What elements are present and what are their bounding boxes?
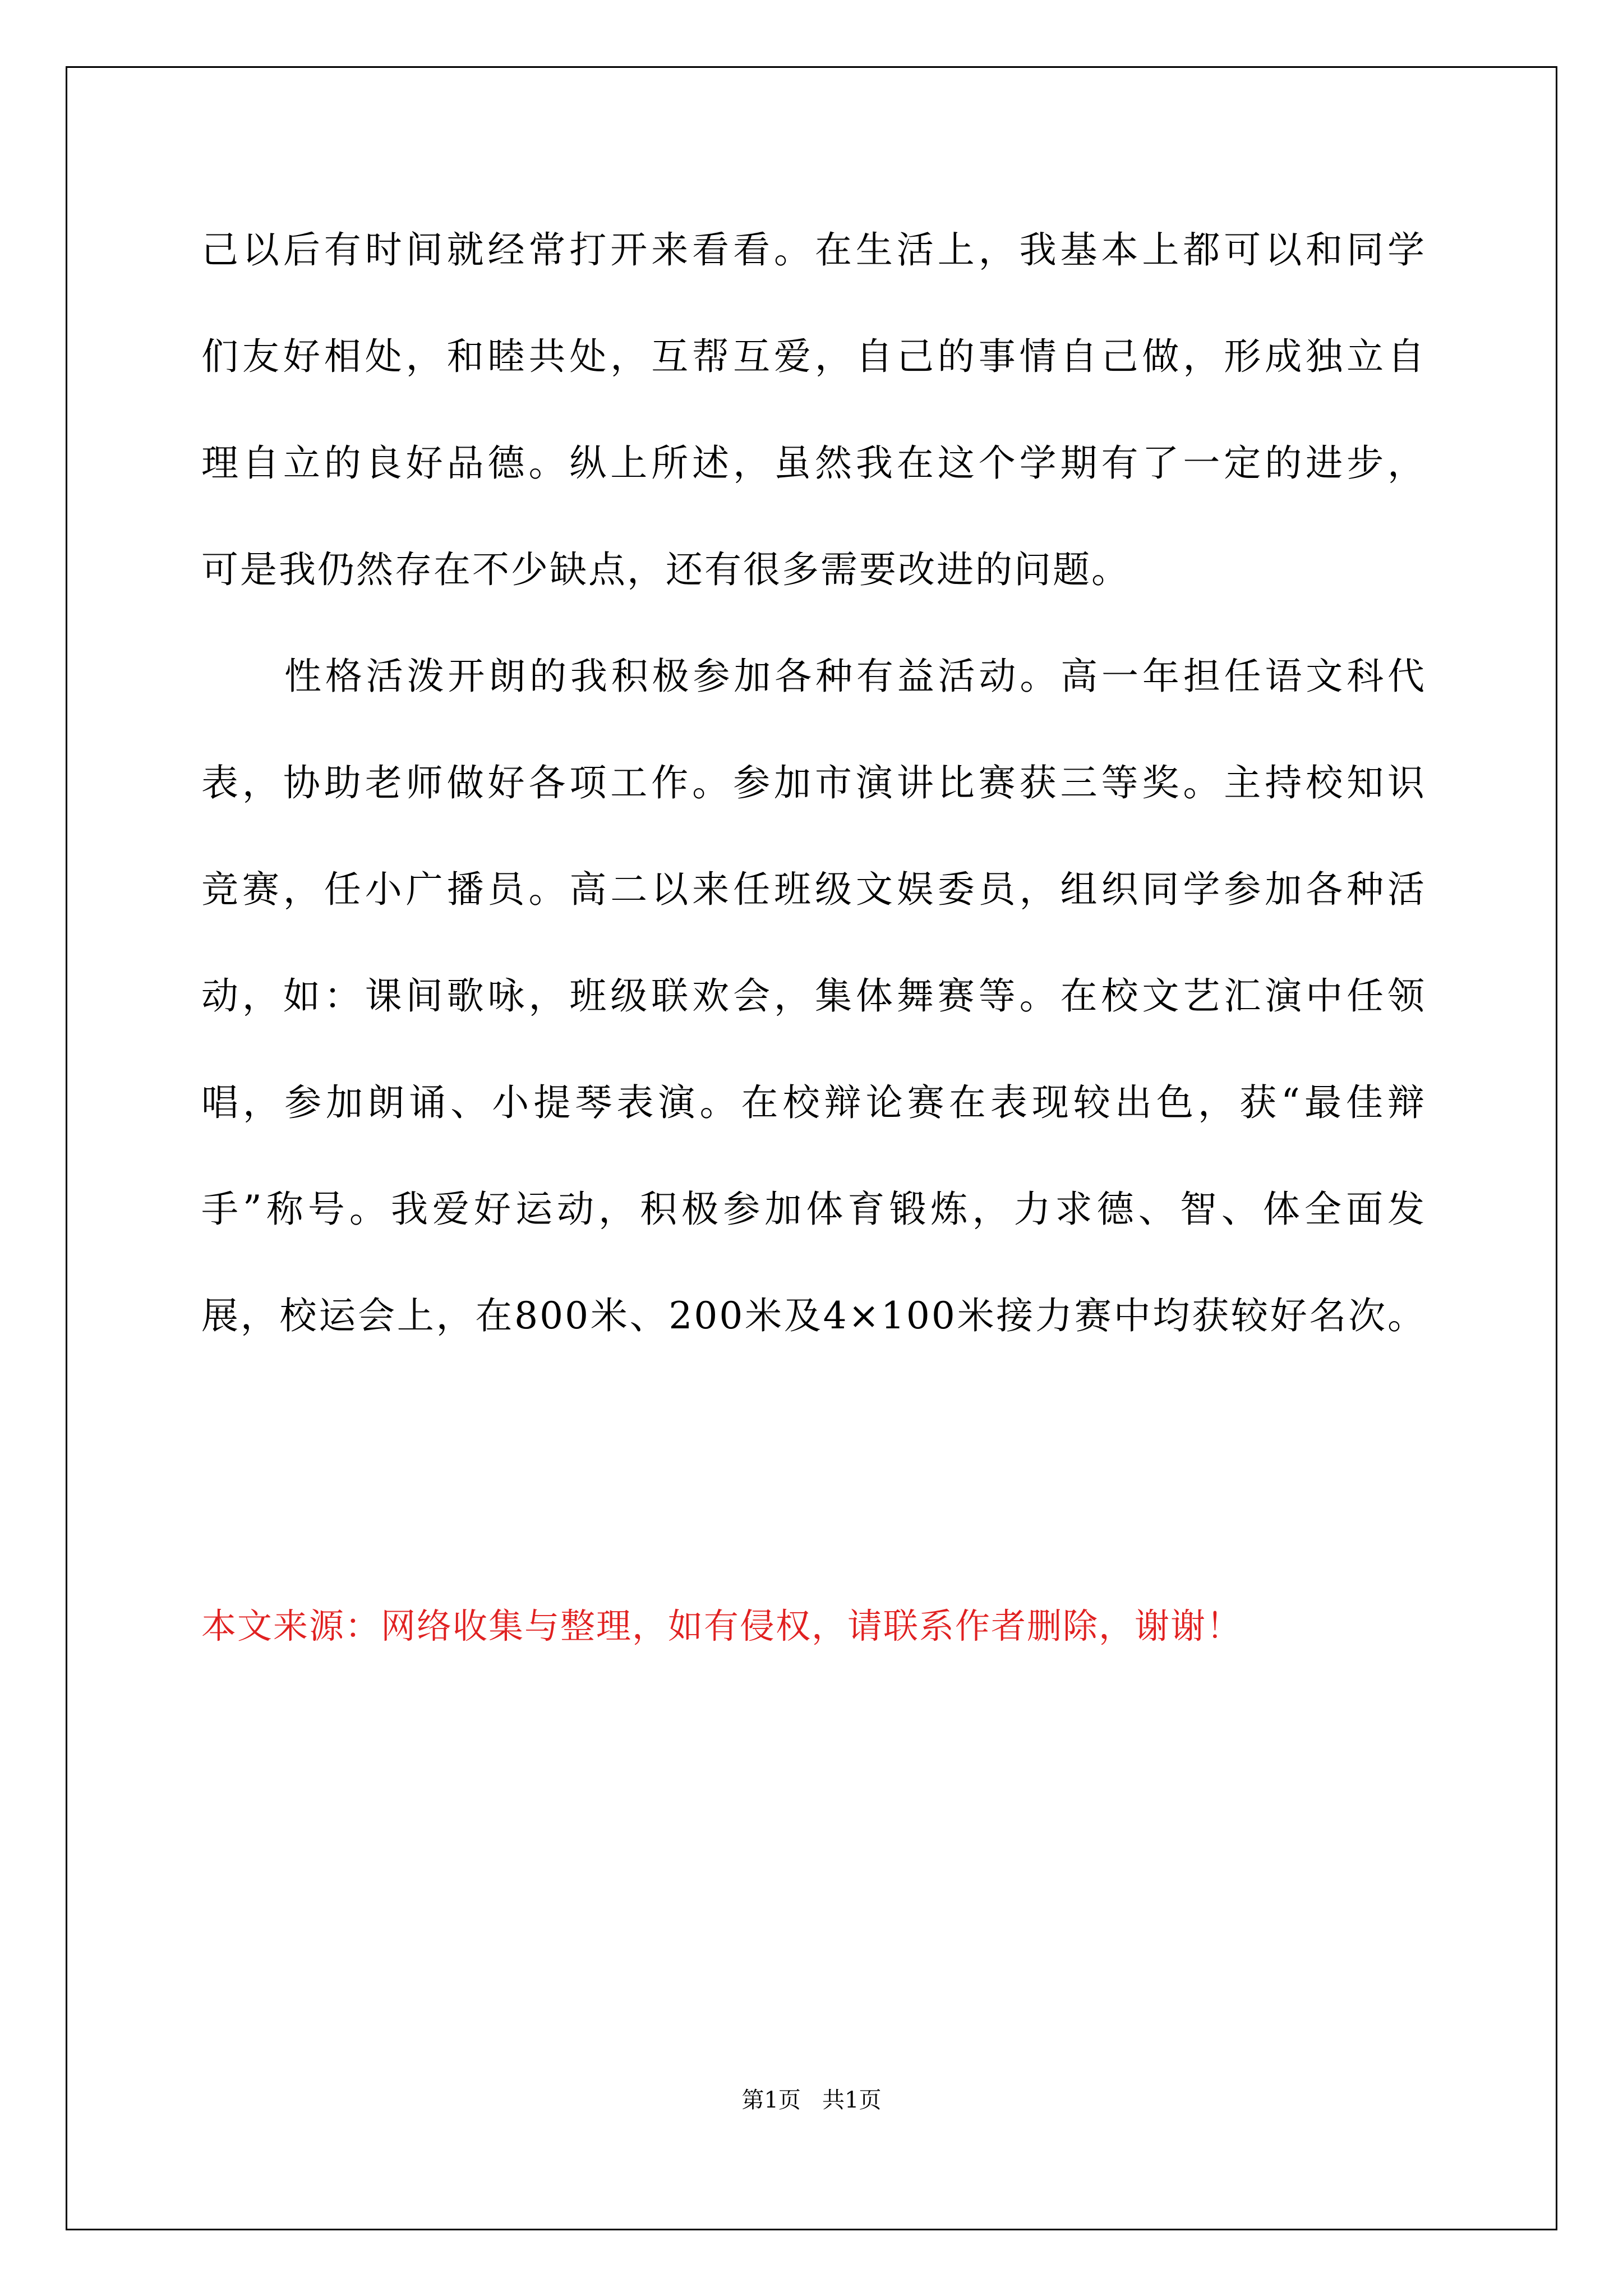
paragraph-line: 己以后有时间就经常打开来看看。在生活上，我基本上都可以和同学 [201,228,1426,272]
paragraph-line: 竞赛，任小广播员。高二以来任班级文娱委员，组织同学参加各种活 [201,868,1426,911]
paragraph-line: 们友好相处，和睦共处，互帮互爱，自己的事情自己做，形成独立自 [201,335,1426,378]
paragraph-line: 唱，参加朗诵、小提琴表演。在校辩论赛在表现较出色，获“最佳辩 [201,1081,1426,1124]
paragraph-line: 动，如：课间歌咏，班级联欢会，集体舞赛等。在校文艺汇演中任领 [201,974,1426,1018]
paragraph-line: 展，校运会上，在800米、200米及4×100米接力赛中均获较好名次。 [201,1294,1426,1337]
paragraph-line: 表，协助老师做好各项工作。参加市演讲比赛获三等奖。主持校知识 [201,761,1426,804]
paragraph-2 [201,648,1426,1395]
paragraph-line: 可是我仍然存在不少缺点，还有很多需要改进的问题。 [201,548,1130,591]
page-number-footer: 第1页 共1页 [741,2087,882,2113]
paragraph-line: 手”称号。我爱好运动，积极参加体育锻炼，力求德、智、体全面发 [201,1188,1426,1231]
paragraph-line: 理自立的良好品德。纵上所述，虽然我在这个学期有了一定的进步， [201,441,1426,485]
paragraph-line: 性格活泼开朗的我积极参加各种有益活动。高一年担任语文科代 [284,655,1426,698]
source-note: 本文来源：网络收集与整理，如有侵权，请联系作者删除，谢谢！ [201,1605,1243,1646]
document-body [201,222,1426,1395]
paragraph-1 [201,222,1426,648]
